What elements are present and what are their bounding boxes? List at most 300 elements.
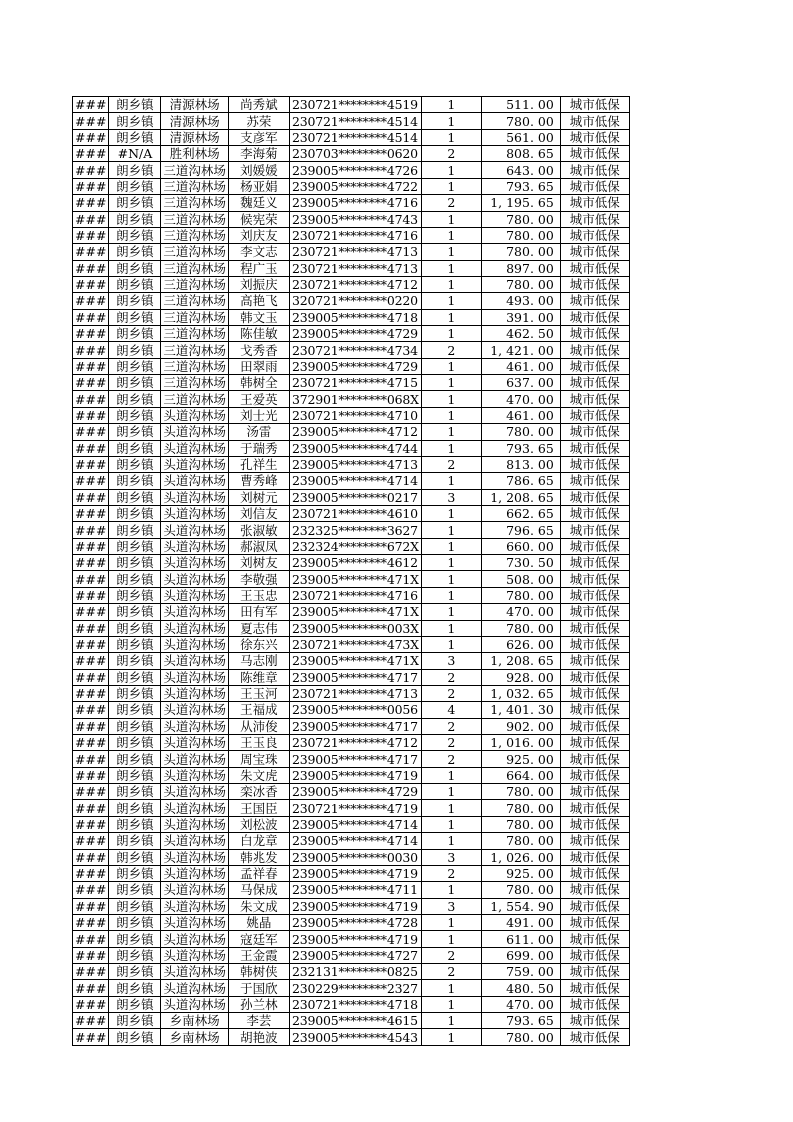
name-cell: 刘振庆	[228, 276, 289, 292]
forest-farm-cell: 头道沟林场	[161, 735, 229, 751]
forest-farm-cell: 头道沟林场	[161, 865, 229, 881]
amount-cell: 813. 00	[481, 456, 560, 472]
amount-cell: 928. 00	[481, 669, 560, 685]
row-index-cell: ###	[73, 620, 109, 636]
table-row	[73, 685, 630, 701]
name-cell: 白龙章	[228, 833, 289, 849]
row-index-cell: ###	[73, 1029, 109, 1045]
town-cell: 朗乡镇	[109, 735, 161, 751]
id-number-cell: 239005********4543	[289, 1029, 421, 1045]
household-count-cell: 1	[421, 309, 481, 325]
name-cell: 张淑敏	[228, 522, 289, 538]
table-row	[73, 751, 630, 767]
name-cell: 王国臣	[228, 800, 289, 816]
amount-cell: 637. 00	[481, 375, 560, 391]
forest-farm-cell: 三道沟林场	[161, 195, 229, 211]
row-index-cell: ###	[73, 636, 109, 652]
town-cell: 朗乡镇	[109, 685, 161, 701]
name-cell: 魏廷义	[228, 195, 289, 211]
assistance-type-cell: 城市低保	[560, 898, 629, 914]
name-cell: 支彦军	[228, 129, 289, 145]
assistance-type-cell: 城市低保	[560, 293, 629, 309]
id-number-cell: 239005********4717	[289, 751, 421, 767]
town-cell: 朗乡镇	[109, 162, 161, 178]
amount-cell: 780. 00	[481, 587, 560, 603]
household-count-cell: 1	[421, 1013, 481, 1029]
name-cell: 郝淑凤	[228, 538, 289, 554]
assistance-type-cell: 城市低保	[560, 244, 629, 260]
town-cell: 朗乡镇	[109, 489, 161, 505]
town-cell: 朗乡镇	[109, 947, 161, 963]
household-count-cell: 1	[421, 996, 481, 1012]
name-cell: 陈维章	[228, 669, 289, 685]
forest-farm-cell: 头道沟林场	[161, 505, 229, 521]
table-row	[73, 587, 630, 603]
name-cell: 刘松波	[228, 816, 289, 832]
amount-cell: 780. 00	[481, 424, 560, 440]
assistance-type-cell: 城市低保	[560, 931, 629, 947]
table-row	[73, 146, 630, 162]
id-number-cell: 230721********4716	[289, 227, 421, 243]
row-index-cell: ###	[73, 587, 109, 603]
household-count-cell: 1	[421, 931, 481, 947]
table-row	[73, 833, 630, 849]
id-number-cell: 230721********4713	[289, 244, 421, 260]
amount-cell: 699. 00	[481, 947, 560, 963]
row-index-cell: ###	[73, 178, 109, 194]
row-index-cell: ###	[73, 604, 109, 620]
assistance-type-cell: 城市低保	[560, 424, 629, 440]
name-cell: 马保成	[228, 882, 289, 898]
town-cell: 朗乡镇	[109, 113, 161, 129]
row-index-cell: ###	[73, 211, 109, 227]
forest-farm-cell: 头道沟林场	[161, 702, 229, 718]
name-cell: 韩树侠	[228, 964, 289, 980]
name-cell: 韩树全	[228, 375, 289, 391]
row-index-cell: ###	[73, 489, 109, 505]
household-count-cell: 1	[421, 211, 481, 227]
name-cell: 朱文虎	[228, 767, 289, 783]
row-index-cell: ###	[73, 980, 109, 996]
row-index-cell: ###	[73, 97, 109, 113]
amount-cell: 470. 00	[481, 996, 560, 1012]
forest-farm-cell: 头道沟林场	[161, 407, 229, 423]
town-cell: 朗乡镇	[109, 980, 161, 996]
household-count-cell: 2	[421, 947, 481, 963]
household-count-cell: 1	[421, 326, 481, 342]
household-count-cell: 1	[421, 113, 481, 129]
town-cell: #N/A	[109, 146, 161, 162]
name-cell: 高艳飞	[228, 293, 289, 309]
assistance-type-cell: 城市低保	[560, 146, 629, 162]
assistance-type-cell: 城市低保	[560, 407, 629, 423]
amount-cell: 480. 50	[481, 980, 560, 996]
id-number-cell: 239005********4714	[289, 816, 421, 832]
assistance-type-cell: 城市低保	[560, 1013, 629, 1029]
row-index-cell: ###	[73, 129, 109, 145]
household-count-cell: 4	[421, 702, 481, 718]
amount-cell: 461. 00	[481, 358, 560, 374]
table-row	[73, 735, 630, 751]
table-row	[73, 718, 630, 734]
table-row	[73, 931, 630, 947]
assistance-type-cell: 城市低保	[560, 456, 629, 472]
household-count-cell: 1	[421, 833, 481, 849]
name-cell: 苏荣	[228, 113, 289, 129]
town-cell: 朗乡镇	[109, 391, 161, 407]
town-cell: 朗乡镇	[109, 260, 161, 276]
town-cell: 朗乡镇	[109, 653, 161, 669]
assistance-type-cell: 城市低保	[560, 473, 629, 489]
name-cell: 程广玉	[228, 260, 289, 276]
amount-cell: 780. 00	[481, 244, 560, 260]
forest-farm-cell: 头道沟林场	[161, 456, 229, 472]
amount-cell: 730. 50	[481, 555, 560, 571]
assistance-type-cell: 城市低保	[560, 391, 629, 407]
forest-farm-cell: 头道沟林场	[161, 522, 229, 538]
id-number-cell: 239005********4612	[289, 555, 421, 571]
table-row	[73, 97, 630, 113]
assistance-type-cell: 城市低保	[560, 816, 629, 832]
assistance-type-cell: 城市低保	[560, 538, 629, 554]
household-count-cell: 2	[421, 146, 481, 162]
row-index-cell: ###	[73, 244, 109, 260]
forest-farm-cell: 三道沟林场	[161, 326, 229, 342]
name-cell: 李敬强	[228, 571, 289, 587]
table-row	[73, 456, 630, 472]
row-index-cell: ###	[73, 996, 109, 1012]
row-index-cell: ###	[73, 375, 109, 391]
forest-farm-cell: 乡南林场	[161, 1013, 229, 1029]
id-number-cell: 239005********4713	[289, 456, 421, 472]
forest-farm-cell: 头道沟林场	[161, 751, 229, 767]
assistance-type-cell: 城市低保	[560, 849, 629, 865]
household-count-cell: 1	[421, 784, 481, 800]
id-number-cell: 372901********068X	[289, 391, 421, 407]
id-number-cell: 239005********471X	[289, 653, 421, 669]
table-row	[73, 113, 630, 129]
forest-farm-cell: 三道沟林场	[161, 375, 229, 391]
town-cell: 朗乡镇	[109, 587, 161, 603]
name-cell: 候宪荣	[228, 211, 289, 227]
id-number-cell: 239005********4722	[289, 178, 421, 194]
amount-cell: 796. 65	[481, 522, 560, 538]
town-cell: 朗乡镇	[109, 571, 161, 587]
name-cell: 李海菊	[228, 146, 289, 162]
row-index-cell: ###	[73, 473, 109, 489]
forest-farm-cell: 头道沟林场	[161, 555, 229, 571]
row-index-cell: ###	[73, 195, 109, 211]
amount-cell: 793. 65	[481, 440, 560, 456]
assistance-type-cell: 城市低保	[560, 718, 629, 734]
id-number-cell: 239005********4727	[289, 947, 421, 963]
town-cell: 朗乡镇	[109, 522, 161, 538]
amount-cell: 897. 00	[481, 260, 560, 276]
town-cell: 朗乡镇	[109, 1029, 161, 1045]
assistance-type-cell: 城市低保	[560, 309, 629, 325]
household-count-cell: 1	[421, 391, 481, 407]
forest-farm-cell: 三道沟林场	[161, 358, 229, 374]
amount-cell: 611. 00	[481, 931, 560, 947]
name-cell: 曹秀峰	[228, 473, 289, 489]
id-number-cell: 239005********4716	[289, 195, 421, 211]
town-cell: 朗乡镇	[109, 309, 161, 325]
household-count-cell: 1	[421, 980, 481, 996]
assistance-type-cell: 城市低保	[560, 489, 629, 505]
town-cell: 朗乡镇	[109, 358, 161, 374]
forest-farm-cell: 头道沟林场	[161, 587, 229, 603]
household-count-cell: 3	[421, 898, 481, 914]
name-cell: 寇廷军	[228, 931, 289, 947]
row-index-cell: ###	[73, 882, 109, 898]
row-index-cell: ###	[73, 407, 109, 423]
row-index-cell: ###	[73, 800, 109, 816]
table-row	[73, 898, 630, 914]
table-row	[73, 604, 630, 620]
town-cell: 朗乡镇	[109, 505, 161, 521]
assistance-type-cell: 城市低保	[560, 375, 629, 391]
forest-farm-cell: 头道沟林场	[161, 816, 229, 832]
household-count-cell: 1	[421, 636, 481, 652]
id-number-cell: 239005********4714	[289, 833, 421, 849]
table-row	[73, 980, 630, 996]
town-cell: 朗乡镇	[109, 440, 161, 456]
assistance-type-cell: 城市低保	[560, 571, 629, 587]
name-cell: 朱文成	[228, 898, 289, 914]
town-cell: 朗乡镇	[109, 244, 161, 260]
forest-farm-cell: 三道沟林场	[161, 178, 229, 194]
row-index-cell: ###	[73, 555, 109, 571]
town-cell: 朗乡镇	[109, 702, 161, 718]
table-row	[73, 473, 630, 489]
row-index-cell: ###	[73, 162, 109, 178]
amount-cell: 1, 554. 90	[481, 898, 560, 914]
name-cell: 栾冰香	[228, 784, 289, 800]
assistance-type-cell: 城市低保	[560, 980, 629, 996]
assistance-type-cell: 城市低保	[560, 505, 629, 521]
relief-recipients-table	[72, 96, 630, 1046]
name-cell: 孔祥生	[228, 456, 289, 472]
forest-farm-cell: 头道沟林场	[161, 833, 229, 849]
table-row	[73, 227, 630, 243]
row-index-cell: ###	[73, 309, 109, 325]
town-cell: 朗乡镇	[109, 538, 161, 554]
amount-cell: 1, 208. 65	[481, 653, 560, 669]
row-index-cell: ###	[73, 276, 109, 292]
row-index-cell: ###	[73, 735, 109, 751]
id-number-cell: 239005********003X	[289, 620, 421, 636]
table-row	[73, 358, 630, 374]
row-index-cell: ###	[73, 767, 109, 783]
table-row	[73, 849, 630, 865]
amount-cell: 1, 421. 00	[481, 342, 560, 358]
forest-farm-cell: 头道沟林场	[161, 538, 229, 554]
row-index-cell: ###	[73, 522, 109, 538]
table-row	[73, 653, 630, 669]
assistance-type-cell: 城市低保	[560, 522, 629, 538]
id-number-cell: 239005********4615	[289, 1013, 421, 1029]
household-count-cell: 1	[421, 276, 481, 292]
id-number-cell: 230721********4712	[289, 735, 421, 751]
forest-farm-cell: 头道沟林场	[161, 914, 229, 930]
assistance-type-cell: 城市低保	[560, 129, 629, 145]
assistance-type-cell: 城市低保	[560, 1029, 629, 1045]
row-index-cell: ###	[73, 947, 109, 963]
household-count-cell: 2	[421, 865, 481, 881]
town-cell: 朗乡镇	[109, 178, 161, 194]
amount-cell: 561. 00	[481, 129, 560, 145]
name-cell: 杨亚娟	[228, 178, 289, 194]
assistance-type-cell: 城市低保	[560, 162, 629, 178]
amount-cell: 1, 026. 00	[481, 849, 560, 865]
household-count-cell: 2	[421, 964, 481, 980]
table-row	[73, 964, 630, 980]
amount-cell: 780. 00	[481, 800, 560, 816]
id-number-cell: 239005********4743	[289, 211, 421, 227]
forest-farm-cell: 三道沟林场	[161, 391, 229, 407]
forest-farm-cell: 头道沟林场	[161, 669, 229, 685]
assistance-type-cell: 城市低保	[560, 914, 629, 930]
amount-cell: 780. 00	[481, 1029, 560, 1045]
row-index-cell: ###	[73, 685, 109, 701]
name-cell: 韩文玉	[228, 309, 289, 325]
town-cell: 朗乡镇	[109, 1013, 161, 1029]
town-cell: 朗乡镇	[109, 129, 161, 145]
id-number-cell: 239005********4729	[289, 326, 421, 342]
table-row	[73, 195, 630, 211]
assistance-type-cell: 城市低保	[560, 555, 629, 571]
name-cell: 夏志伟	[228, 620, 289, 636]
household-count-cell: 1	[421, 244, 481, 260]
town-cell: 朗乡镇	[109, 195, 161, 211]
table-row	[73, 260, 630, 276]
amount-cell: 1, 016. 00	[481, 735, 560, 751]
row-index-cell: ###	[73, 391, 109, 407]
row-index-cell: ###	[73, 931, 109, 947]
amount-cell: 786. 65	[481, 473, 560, 489]
forest-farm-cell: 头道沟林场	[161, 800, 229, 816]
name-cell: 刘士光	[228, 407, 289, 423]
assistance-type-cell: 城市低保	[560, 947, 629, 963]
table-row	[73, 636, 630, 652]
amount-cell: 780. 00	[481, 816, 560, 832]
table-row	[73, 996, 630, 1012]
amount-cell: 462. 50	[481, 326, 560, 342]
amount-cell: 1, 195. 65	[481, 195, 560, 211]
amount-cell: 793. 65	[481, 1013, 560, 1029]
town-cell: 朗乡镇	[109, 424, 161, 440]
id-number-cell: 239005********4717	[289, 718, 421, 734]
amount-cell: 780. 00	[481, 784, 560, 800]
amount-cell: 470. 00	[481, 391, 560, 407]
household-count-cell: 1	[421, 129, 481, 145]
assistance-type-cell: 城市低保	[560, 113, 629, 129]
amount-cell: 925. 00	[481, 751, 560, 767]
forest-farm-cell: 头道沟林场	[161, 620, 229, 636]
table-row	[73, 882, 630, 898]
town-cell: 朗乡镇	[109, 784, 161, 800]
household-count-cell: 2	[421, 718, 481, 734]
id-number-cell: 239005********0217	[289, 489, 421, 505]
row-index-cell: ###	[73, 865, 109, 881]
town-cell: 朗乡镇	[109, 816, 161, 832]
assistance-type-cell: 城市低保	[560, 702, 629, 718]
table-row	[73, 326, 630, 342]
amount-cell: 626. 00	[481, 636, 560, 652]
name-cell: 孙兰林	[228, 996, 289, 1012]
forest-farm-cell: 三道沟林场	[161, 309, 229, 325]
town-cell: 朗乡镇	[109, 227, 161, 243]
row-index-cell: ###	[73, 1013, 109, 1029]
id-number-cell: 239005********4719	[289, 931, 421, 947]
id-number-cell: 230721********4718	[289, 996, 421, 1012]
table-row	[73, 620, 630, 636]
amount-cell: 643. 00	[481, 162, 560, 178]
amount-cell: 508. 00	[481, 571, 560, 587]
name-cell: 田有军	[228, 604, 289, 620]
town-cell: 朗乡镇	[109, 211, 161, 227]
id-number-cell: 239005********4726	[289, 162, 421, 178]
id-number-cell: 230721********4719	[289, 800, 421, 816]
town-cell: 朗乡镇	[109, 473, 161, 489]
row-index-cell: ###	[73, 227, 109, 243]
forest-farm-cell: 头道沟林场	[161, 931, 229, 947]
name-cell: 孟祥春	[228, 865, 289, 881]
table-row	[73, 538, 630, 554]
row-index-cell: ###	[73, 342, 109, 358]
id-number-cell: 239005********471X	[289, 604, 421, 620]
household-count-cell: 1	[421, 882, 481, 898]
amount-cell: 780. 00	[481, 113, 560, 129]
forest-farm-cell: 头道沟林场	[161, 424, 229, 440]
name-cell: 姚晶	[228, 914, 289, 930]
id-number-cell: 239005********4729	[289, 358, 421, 374]
amount-cell: 662. 65	[481, 505, 560, 521]
household-count-cell: 2	[421, 685, 481, 701]
id-number-cell: 239005********4711	[289, 882, 421, 898]
household-count-cell: 2	[421, 669, 481, 685]
table-row	[73, 244, 630, 260]
household-count-cell: 3	[421, 653, 481, 669]
row-index-cell: ###	[73, 751, 109, 767]
name-cell: 李文志	[228, 244, 289, 260]
assistance-type-cell: 城市低保	[560, 653, 629, 669]
assistance-type-cell: 城市低保	[560, 587, 629, 603]
town-cell: 朗乡镇	[109, 882, 161, 898]
household-count-cell: 3	[421, 489, 481, 505]
assistance-type-cell: 城市低保	[560, 882, 629, 898]
table-row	[73, 424, 630, 440]
assistance-type-cell: 城市低保	[560, 178, 629, 194]
amount-cell: 759. 00	[481, 964, 560, 980]
amount-cell: 461. 00	[481, 407, 560, 423]
id-number-cell: 320721********0220	[289, 293, 421, 309]
assistance-type-cell: 城市低保	[560, 833, 629, 849]
table-row	[73, 309, 630, 325]
forest-farm-cell: 三道沟林场	[161, 260, 229, 276]
town-cell: 朗乡镇	[109, 800, 161, 816]
household-count-cell: 1	[421, 424, 481, 440]
town-cell: 朗乡镇	[109, 669, 161, 685]
town-cell: 朗乡镇	[109, 964, 161, 980]
id-number-cell: 239005********0056	[289, 702, 421, 718]
name-cell: 尚秀斌	[228, 97, 289, 113]
town-cell: 朗乡镇	[109, 865, 161, 881]
forest-farm-cell: 乡南林场	[161, 1029, 229, 1045]
table-row	[73, 784, 630, 800]
town-cell: 朗乡镇	[109, 767, 161, 783]
forest-farm-cell: 头道沟林场	[161, 784, 229, 800]
